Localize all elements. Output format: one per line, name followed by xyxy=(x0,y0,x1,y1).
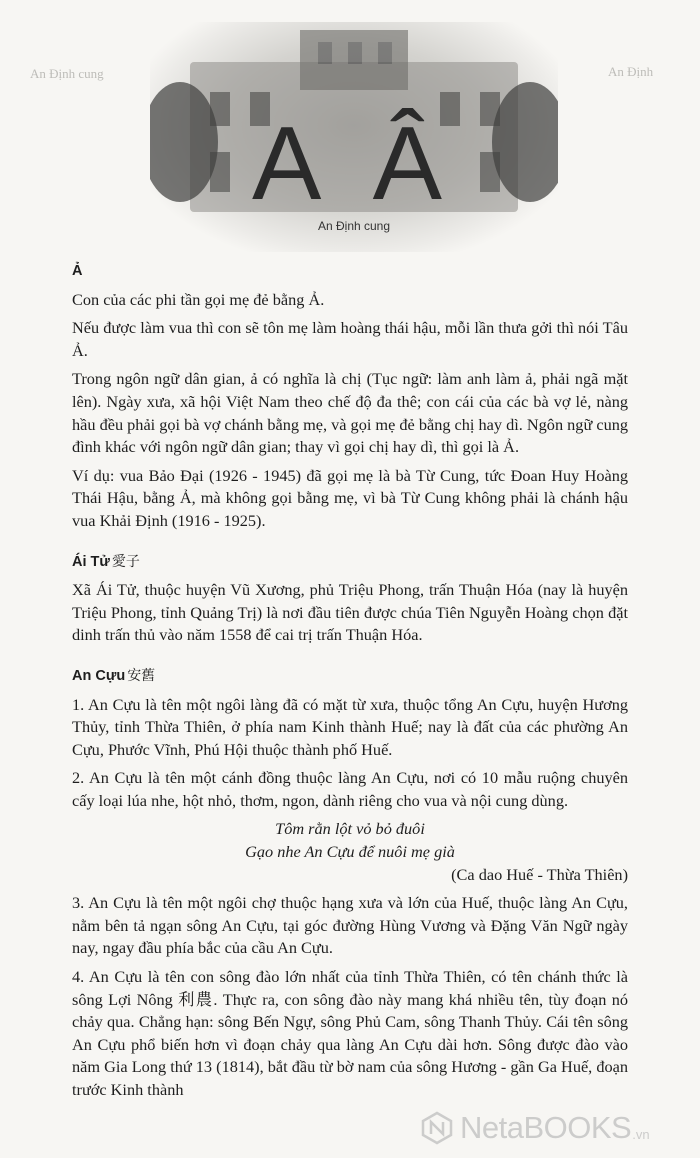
entry-an-cuu xyxy=(72,665,628,1102)
poem-line: Tôm rằn lột vỏ bỏ đuôi xyxy=(275,819,425,839)
entry-title xyxy=(72,260,628,283)
entry-han-characters: 愛子 xyxy=(111,553,140,570)
dictionary-content xyxy=(72,254,628,1120)
entry-paragraph: Ví dụ: vua Bảo Đại (1926 - 1945) đã gọi mẹ là bà Từ Cung, tức Đoan Huy Hoàng Thái Hậu, bằng Ả, mà không gọi bằng mẹ, vì bà Từ Cung không phải là chánh hậu vua Khải Định (1916 - 1925). xyxy=(72,465,628,530)
entry-paragraph: Con của các phi tần gọi mẹ đẻ bằng Ả. xyxy=(72,289,325,309)
entry-paragraph: 1. An Cựu là tên một ngôi làng đã có mặt từ xưa, thuộc tổng An Cựu, huyện Hương Thủy, tỉnh Thừa Thiên, ở phía nam Kinh thành Huế; nay là đất của các phường An Cựu, Phước Vĩnh, Phú Hội thuộc thành phố Huế. xyxy=(72,694,628,759)
watermark-domain: .vn xyxy=(632,1126,650,1142)
entry-title xyxy=(72,665,628,688)
watermark-brand: NetaBOOKS xyxy=(460,1110,632,1145)
bleed-through-text: An Định xyxy=(608,64,654,79)
entry-paragraph: 4. An Cựu là tên con sông đào lớn nhất của tỉnh Thừa Thiên, có tên chánh thức là sông Lợi Nông 利農. Thực ra, con sông đào này mang khá nhiều tên, tùy đoạn nó chảy qua. Chẳng hạn: sông Bến Ngự, sông Phủ Cam, sông Thanh Thủy. Cái tên sông An Cựu phổ biến hơn vì đoạn chảy qua làng An Cựu dài hơn. Sông được đào vào năm Gia Long thứ 13 (1814), bắt đầu từ bờ nam của sông Hương - gần Ga Huế, đoạn trước Kinh thành xyxy=(72,967,628,1099)
entry-headword: Ái Tử xyxy=(72,553,110,570)
entry-paragraph: 3. An Cựu là tên một ngôi chợ thuộc hạng xưa và lớn của Huế, thuộc làng An Cựu, nằm bên tả ngạn sông An Cựu, tại góc đường Hùng Vương và Đặng Văn Ngữ ngày nay, ngay đầu phía bắc của cầu An Cựu. xyxy=(72,893,628,958)
entry-paragraph: Nếu được làm vua thì con sẽ tôn mẹ làm hoàng thái hậu, mỗi lần thưa gởi thì nói Tâu Ả. xyxy=(72,318,628,360)
entry-paragraph: Xã Ái Tử, thuộc huyện Vũ Xương, phủ Triệu Phong, trấn Thuận Hóa (nay là huyện Triệu Phong, tỉnh Quảng Trị) là nơi đầu tiên được chúa Tiên Nguyễn Hoàng chọn đặt dinh trấn thủ vào năm 1558 để cai trị trấn Thuận Hóa. xyxy=(72,580,628,645)
netabooks-logo-icon xyxy=(420,1111,454,1145)
entry-ai-tu xyxy=(72,551,628,647)
section-letters: A Â xyxy=(252,106,456,222)
entry-headword: An Cựu xyxy=(72,667,126,684)
bleed-through-text: An Định cung xyxy=(30,66,104,81)
entry-han-characters: 安舊 xyxy=(127,667,156,684)
entry-headword: Ả xyxy=(72,263,83,279)
watermark xyxy=(420,1108,650,1148)
photo-caption: An Định cung xyxy=(317,219,391,233)
poem-source: (Ca dao Huế - Thừa Thiên) xyxy=(451,864,628,884)
entry-paragraph: Trong ngôn ngữ dân gian, ả có nghĩa là chị (Tục ngữ: làm anh làm ả, phải ngã mặt lên). Ngày xưa, xã hội Việt Nam theo chế độ đa thê; con cái của các bà vợ lẻ, nàng hầu đều phải gọi bà vợ chánh bằng mẹ, và gọi mẹ đẻ bằng chị hay dì. Ngôn ngữ cung đình khác với ngôn ngữ dân gian; thay vì gọi chị hay dì, thì gọi là Ả. xyxy=(72,369,628,457)
entry-a xyxy=(72,260,628,533)
header-illustration xyxy=(150,22,558,252)
entry-title xyxy=(72,551,628,574)
entry-paragraph: 2. An Cựu là tên một cánh đồng thuộc làng An Cựu, nơi có 10 mẫu ruộng chuyên cấy loại lúa nhe, hột nhỏ, thơm, ngon, dành riêng cho vua và nội cung dùng. xyxy=(72,768,628,810)
poem-line: Gạo nhe An Cựu để nuôi mẹ già xyxy=(245,842,455,862)
